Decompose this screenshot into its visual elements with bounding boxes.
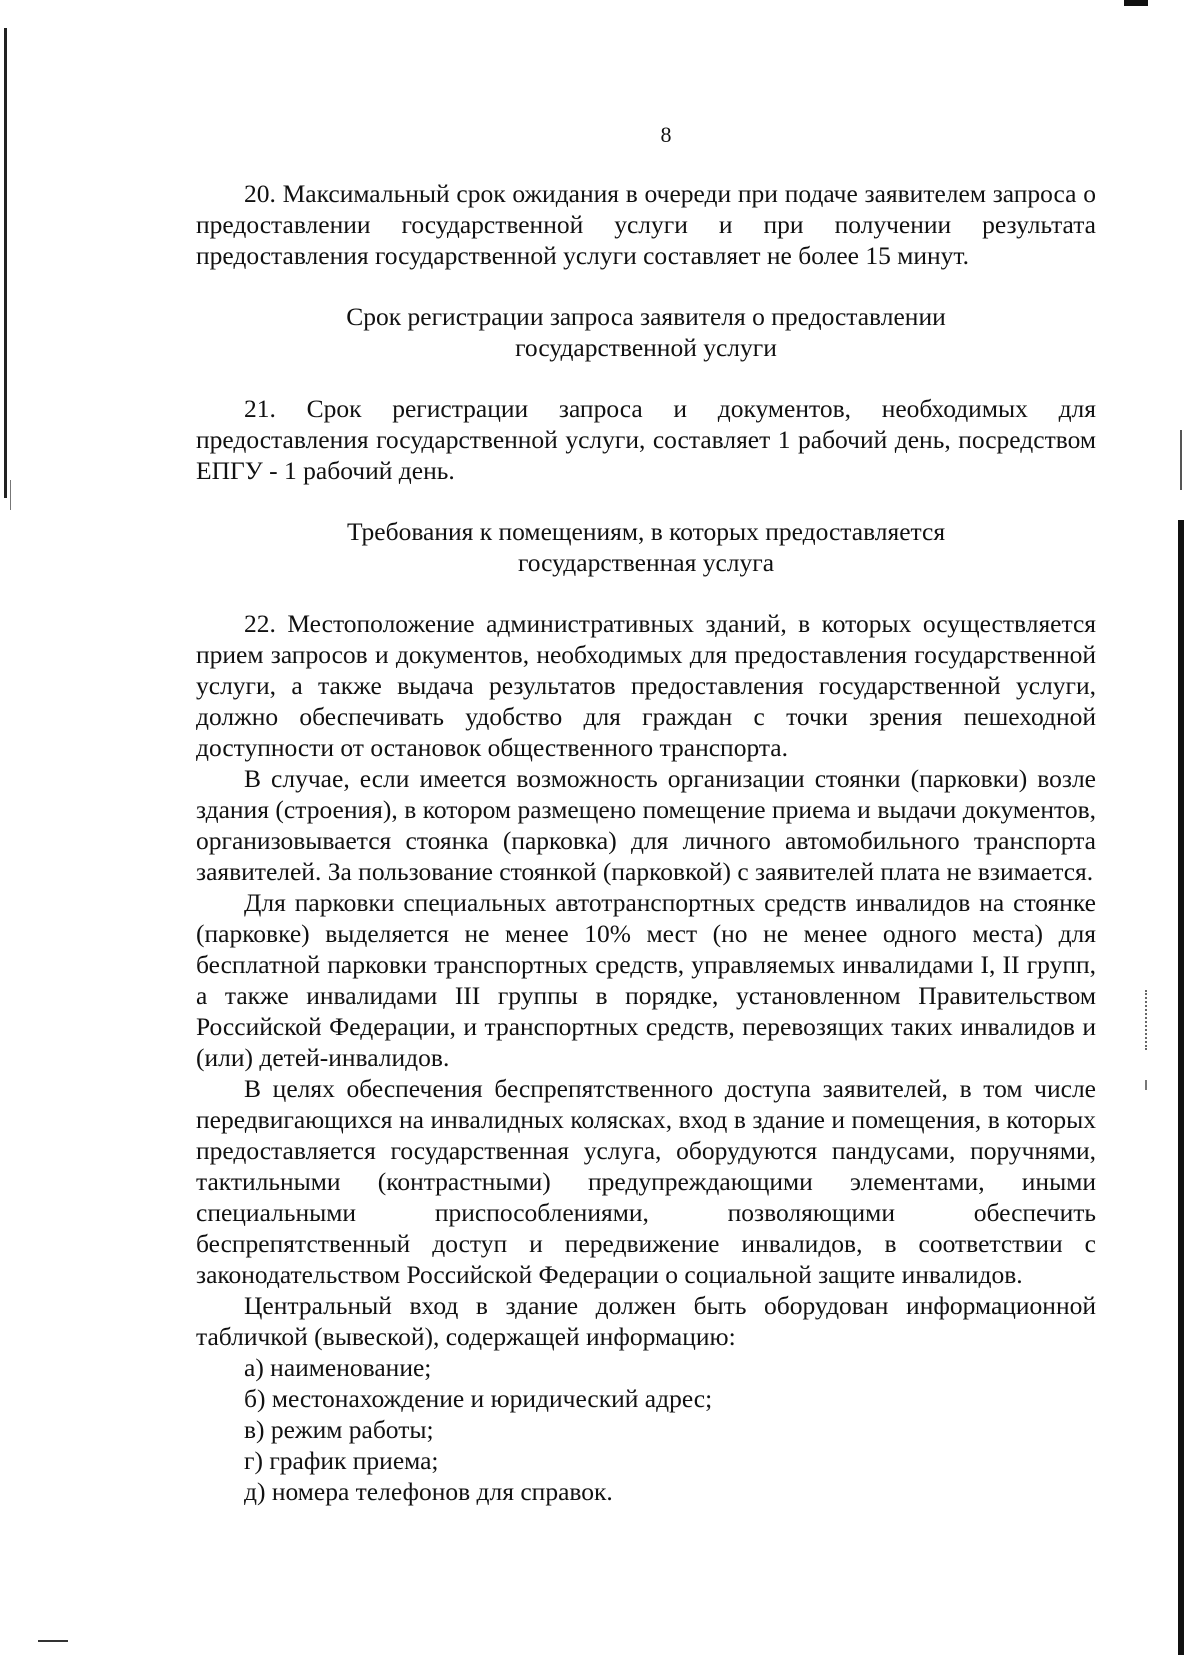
scan-artifact-dot [1145,1080,1147,1090]
list-item: д) номера телефонов для справок. [244,1477,613,1506]
paragraph-21: 21. Срок регистрации запроса и документов, необходимых для предоставления государственной услуги, составляет 1 рабочий день, посредством ЕПГУ - 1 рабочий день. [196,394,1096,485]
heading-line: Требования к помещениям, в которых предоставляется [346,517,946,546]
scan-artifact-left-tick [10,480,11,510]
paragraph-22: 22. Местоположение административных зданий, в которых осуществляется прием запросов и документов, необходимых для предоставления государственной услуги, а также выдача результатов предоставления государственной услуги, должно обеспечивать удобство для граждан с точки зрения пешеходной доступности от остановок общественного транспорта. [196,609,1096,762]
paragraph-20: 20. Максимальный срок ожидания в очереди при подаче заявителем запроса о предоставлении государственной услуги и при получении результата предоставления государственной услуги составляет не более 15 минут. [196,179,1096,270]
paragraph-disabled-parking: Для парковки специальных автотранспортных средств инвалидов на стоянке (парковке) выделяется не менее 10% мест (но не менее одного места) для бесплатной парковки транспортных средств, управляемых инвалидами I, II групп, а также инвалидами III группы в порядке, установленном Правительством Российской Федерации, и транспортных средств, перевозящих таких инвалидов и (или) детей-инвалидов. [196,888,1096,1072]
list-item: в) режим работы; [244,1415,434,1444]
scan-artifact-dots [1145,990,1149,1050]
paragraph-parking: В случае, если имеется возможность организации стоянки (парковки) возле здания (строения), в котором размещено помещение приема и выдачи документов, организовывается стоянка (парковка) для личного автомобильного транспорта заявителей. За пользование стоянкой (парковкой) с заявителей плата не взимается. [196,764,1096,886]
paragraph-accessibility: В целях обеспечения беспрепятственного доступа заявителей, в том числе передвигающихся на инвалидных колясках, вход в здание и помещения, в которых предоставляется государственная услуга, оборудуются пандусами, поручнями, тактильными (контрастными) предупреждающими элементами, иными специальными приспособлениями, позволяющими обеспечить беспрепятственный доступ и передвижение инвалидов, в соответствии с законодательством Российской Федерации о социальной защите инвалидов. [196,1074,1096,1289]
scan-artifact-top [1124,0,1148,6]
document-body [196,178,1096,1507]
sign-info-list [196,1352,1096,1507]
list-item: б) местонахождение и юридический адрес; [244,1384,713,1413]
list-item: г) график приема; [244,1446,439,1475]
heading-line: государственной услуги [515,333,777,362]
heading-line: государственная услуга [517,548,775,577]
list-item: а) наименование; [244,1353,432,1382]
scan-artifact-right-edge [1178,520,1184,1655]
paragraph-entrance-sign: Центральный вход в здание должен быть оборудован информационной табличкой (вывеской), содержащей информацию: [196,1291,1096,1351]
section-heading-premises [196,516,1096,578]
page-number: 8 [660,122,672,147]
heading-line: Срок регистрации запроса заявителя о предоставлении [346,302,946,331]
scan-artifact-left-edge [4,28,7,498]
scan-artifact-bottom [38,1640,68,1642]
section-heading-registration [196,301,1096,363]
scan-artifact-right-edge-top [1180,430,1182,490]
